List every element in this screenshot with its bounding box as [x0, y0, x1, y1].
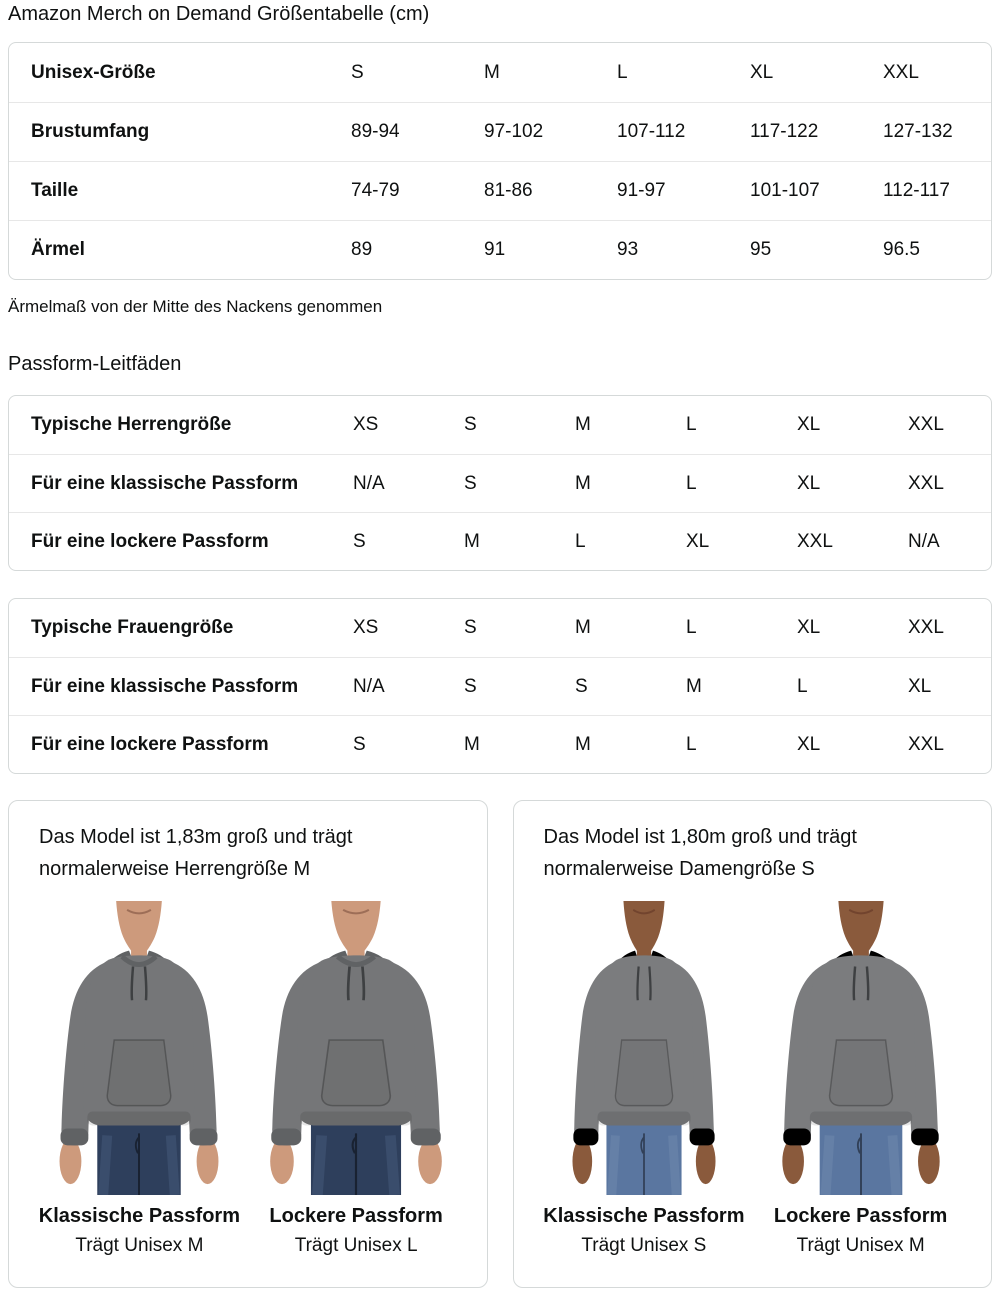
- size-worn-label: Trägt Unisex S: [581, 1235, 707, 1256]
- size-column-header: XS: [353, 414, 379, 435]
- size-cell: XL: [908, 657, 991, 715]
- model-card-women: [513, 800, 993, 1288]
- size-column-header: S: [464, 414, 477, 435]
- size-cell: M: [575, 454, 686, 512]
- size-table: [8, 42, 992, 280]
- size-cell: 97-102: [484, 102, 617, 161]
- size-cell: 91-97: [617, 161, 750, 220]
- size-cell: L: [575, 512, 686, 570]
- row-label: Für eine klassische Passform: [9, 657, 353, 715]
- size-table-header-label: Unisex-Größe: [31, 61, 156, 83]
- hoodie-model-illustration: [34, 897, 244, 1195]
- size-column-header: S: [351, 61, 364, 83]
- size-column-header: M: [484, 61, 500, 83]
- fit-table-header-label: Typische Frauengröße: [31, 617, 234, 638]
- model-description: Das Model ist 1,80m groß und trägt normalerweise Damengröße S: [543, 826, 857, 880]
- table-row: [9, 102, 991, 161]
- size-column-header: L: [686, 414, 697, 435]
- size-table-header-row: [9, 43, 991, 102]
- model-photo-classic-fit: [31, 897, 247, 1261]
- fit-label: Klassische Passform: [543, 1205, 745, 1227]
- fit-table-header-row: [9, 396, 991, 454]
- size-column-header: L: [686, 617, 697, 638]
- size-column-header: S: [464, 617, 477, 638]
- size-cell: XXL: [797, 512, 908, 570]
- size-cell: XL: [797, 454, 908, 512]
- size-cell: N/A: [353, 657, 464, 715]
- size-cell: L: [686, 715, 797, 773]
- row-label: Ärmel: [9, 220, 351, 279]
- table-row: [9, 657, 991, 715]
- size-cell: M: [464, 715, 575, 773]
- size-column-header: XXL: [908, 617, 944, 638]
- size-column-header: XL: [750, 61, 774, 83]
- hoodie-model-illustration: [756, 897, 966, 1195]
- size-cell: 95: [750, 220, 883, 279]
- size-cell: S: [464, 454, 575, 512]
- fit-table-women: [8, 598, 992, 774]
- size-cell: 74-79: [351, 161, 484, 220]
- size-cell: 81-86: [484, 161, 617, 220]
- fit-label: Lockere Passform: [773, 1205, 948, 1227]
- size-cell: 107-112: [617, 102, 750, 161]
- size-cell: S: [353, 715, 464, 773]
- model-cards: [8, 800, 992, 1288]
- table-row: [9, 454, 991, 512]
- table-row: [9, 715, 991, 773]
- size-cell: 93: [617, 220, 750, 279]
- size-cell: 89-94: [351, 102, 484, 161]
- size-worn-label: Trägt Unisex M: [796, 1235, 925, 1256]
- size-cell: XXL: [908, 715, 991, 773]
- model-description: Das Model ist 1,83m groß und trägt normalerweise Herrengröße M: [39, 826, 353, 880]
- model-card-men: [8, 800, 488, 1288]
- fit-table-header-row: [9, 599, 991, 657]
- fit-table-header-label: Typische Herrengröße: [31, 414, 232, 435]
- hoodie-model-illustration: [251, 897, 461, 1195]
- model-photo-loose-fit: [753, 897, 969, 1261]
- size-cell: N/A: [908, 512, 991, 570]
- hoodie-model-illustration: [539, 897, 749, 1195]
- model-photo-loose-fit: [248, 897, 464, 1261]
- model-photos: [536, 897, 970, 1261]
- table-row: [9, 220, 991, 279]
- row-label: Für eine lockere Passform: [9, 715, 353, 773]
- size-cell: 96.5: [883, 220, 991, 279]
- size-cell: XXL: [908, 454, 991, 512]
- size-cell: S: [353, 512, 464, 570]
- size-cell: S: [464, 657, 575, 715]
- size-cell: M: [575, 715, 686, 773]
- row-label: Für eine lockere Passform: [9, 512, 353, 570]
- size-cell: 112-117: [883, 161, 991, 220]
- size-column-header: XS: [353, 617, 379, 638]
- fit-section-title: Passform-Leitfäden: [8, 353, 182, 375]
- size-column-header: XL: [797, 617, 821, 638]
- size-cell: XL: [797, 715, 908, 773]
- size-cell: L: [686, 454, 797, 512]
- size-cell: L: [797, 657, 908, 715]
- size-cell: 91: [484, 220, 617, 279]
- size-cell: M: [464, 512, 575, 570]
- size-column-header: XXL: [908, 414, 944, 435]
- measure-note: Ärmelmaß von der Mitte des Nackens genommen: [8, 297, 383, 316]
- fit-label: Klassische Passform: [38, 1205, 240, 1227]
- size-worn-label: Trägt Unisex M: [75, 1235, 204, 1256]
- size-cell: N/A: [353, 454, 464, 512]
- size-worn-label: Trägt Unisex L: [294, 1235, 418, 1256]
- size-column-header: XL: [797, 414, 821, 435]
- fit-table-men: [8, 395, 992, 571]
- size-cell: XL: [686, 512, 797, 570]
- row-label: Taille: [9, 161, 351, 220]
- row-label: Brustumfang: [9, 102, 351, 161]
- size-cell: 127-132: [883, 102, 991, 161]
- page-title: Amazon Merch on Demand Größentabelle (cm): [8, 3, 430, 25]
- fit-label: Lockere Passform: [269, 1205, 443, 1227]
- size-column-header: XXL: [883, 61, 919, 83]
- size-cell: 117-122: [750, 102, 883, 161]
- size-cell: 89: [351, 220, 484, 279]
- table-row: [9, 161, 991, 220]
- size-column-header: M: [575, 414, 591, 435]
- size-column-header: L: [617, 61, 628, 83]
- model-photos: [31, 897, 465, 1261]
- table-row: [9, 512, 991, 570]
- size-cell: 101-107: [750, 161, 883, 220]
- size-cell: M: [686, 657, 797, 715]
- size-cell: S: [575, 657, 686, 715]
- size-column-header: M: [575, 617, 591, 638]
- model-photo-classic-fit: [536, 897, 752, 1261]
- row-label: Für eine klassische Passform: [9, 454, 353, 512]
